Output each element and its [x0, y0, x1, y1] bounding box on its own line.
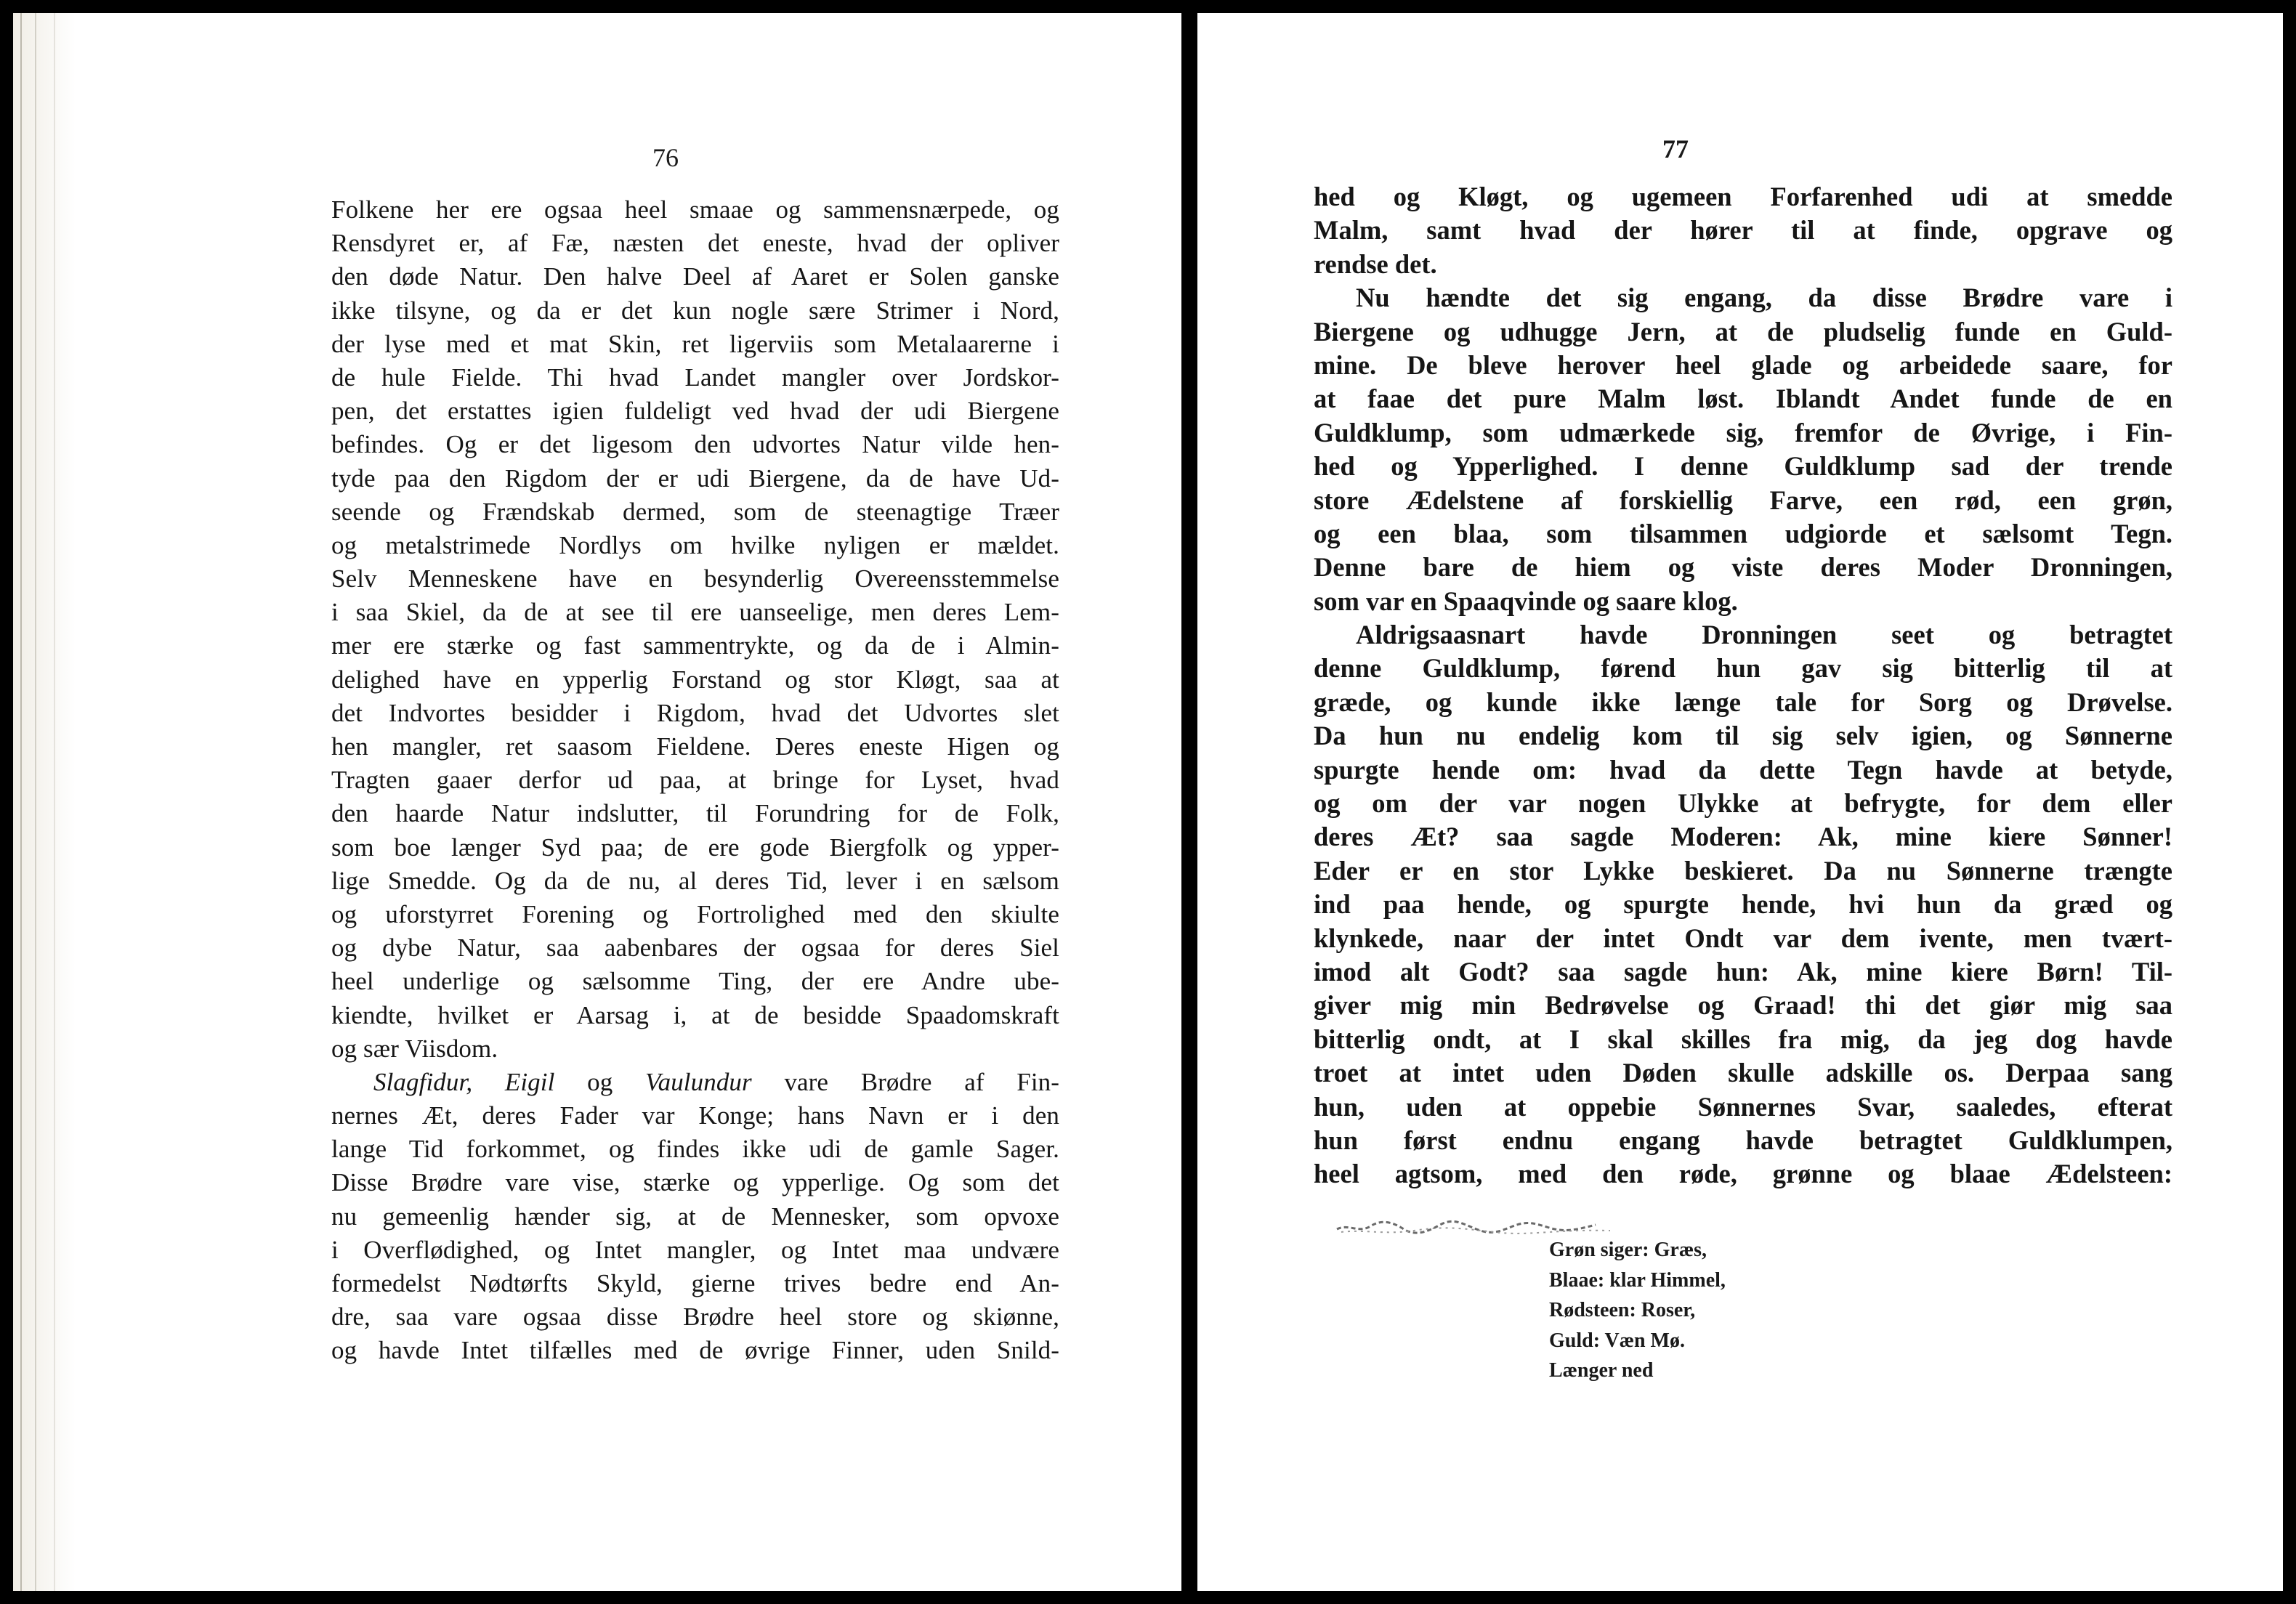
- text-line: heel underlige og sælsomme Ting, der ere Andre ube-: [331, 967, 1059, 996]
- verse-line: Rødsteen: Roser,: [1549, 1299, 1696, 1321]
- text-line: Tragten gaaer derfor ud paa, at bringe for Lyset, hvad: [331, 766, 1059, 795]
- text-line: og dybe Natur, saa aabenbares der ogsaa for deres Siel: [331, 933, 1059, 963]
- text-line: mine. De bleve herover heel glade og arbeidede saare, for: [1314, 349, 2172, 380]
- text-line: deres Æt? saa sagde Moderen: Ak, mine kiere Sønner!: [1314, 822, 2172, 852]
- text-line: det Indvortes besidder i Rigdom, hvad det Udvortes slet: [331, 698, 1059, 727]
- text-line: Malm, samt hvad der hører til at finde, opgrave og: [1314, 215, 2172, 246]
- text-line: klynkede, naar der intet Ondt var dem ivente, men tvært-: [1314, 923, 2172, 953]
- verse-line: Blaae: klar Himmel,: [1549, 1268, 1726, 1292]
- right-page-text: [1314, 180, 2172, 1191]
- paragraph: [331, 193, 1059, 1066]
- text-line: nernes Æt, deres Fader var Konge; hans Navn er i den: [331, 1101, 1059, 1130]
- page-number: 76: [652, 143, 679, 172]
- text-line: og sær Viisdom.: [331, 1034, 498, 1063]
- left-page-text: [331, 193, 1059, 1368]
- text-line: i saa Skiel, da de at see til ere uanseelige, men deres Lem-: [331, 598, 1059, 627]
- verse-line: Længer ned: [1549, 1359, 1654, 1382]
- text-line: delighed have en ypperlig Forstand og stor Kløgt, saa at: [331, 665, 1059, 694]
- text-line: og uforstyrret Forening og Fortrolighed med den skiulte: [331, 899, 1059, 928]
- text-line: og havde Intet tilfælles med de øvrige Finner, uden Snild-: [331, 1336, 1059, 1365]
- text-line: troet at intet uden Døden skulle adskille os. Derpaa sang: [1314, 1058, 2172, 1088]
- text-line: Guldklump, som udmærkede sig, fremfor de Øvrige, i Fin-: [1314, 417, 2172, 447]
- text-line: Aldrigsaasnart havde Dronningen seet og betragtet: [1356, 620, 2172, 650]
- text-line: og een blaa, som tilsammen udgiorde et sælsomt Tegn.: [1314, 518, 2172, 548]
- text-line: befindes. Og er det ligesom den udvortes Natur vilde hen-: [331, 430, 1059, 459]
- text-line: ikke tilsyne, og da er det kun nogle sære Strimer i Nord,: [331, 296, 1059, 325]
- paragraph: [1314, 618, 2172, 1191]
- name-eigil: Eigil: [504, 1067, 555, 1096]
- page-edge-line: [54, 13, 55, 1591]
- paragraph: [1314, 281, 2172, 618]
- verse-line: Guld: Væn Mø.: [1549, 1329, 1685, 1352]
- text-line: tyde paa den Rigdom der er udi Biergene, da de have Ud-: [331, 463, 1059, 493]
- paragraph: [1314, 180, 2172, 281]
- text-line: kiendte, hvilket er Aarsag i, at de besidde Spaadomskraft: [331, 1000, 1059, 1029]
- text-line: giver mig min Bedrøvelse og Graad! thi det giør mig saa: [1314, 990, 2172, 1021]
- text-line: pen, det erstattes igien fuldeligt ved hvad der udi Biergene: [331, 397, 1059, 426]
- page-edge-line: [20, 13, 22, 1591]
- text-line: at faae det pure Malm løst. Iblandt Andet funde de en: [1314, 384, 2172, 414]
- text-line: rendse det.: [1314, 248, 1437, 279]
- text-line: Denne bare de hiem og viste deres Moder Dronningen,: [1314, 552, 2172, 583]
- text-line: hen mangler, ret saasom Fieldene. Deres eneste Higen og: [331, 732, 1059, 761]
- verse: [1549, 1235, 1726, 1386]
- paragraph: [331, 1066, 1059, 1368]
- text-line: spurgte hende om: hvad da dette Tegn havde at betyde,: [1314, 754, 2172, 785]
- text-line: og om der var nogen Ulykke at befrygte, for dem eller: [1314, 788, 2172, 819]
- text-line: [331, 1066, 1059, 1099]
- text-line: hed og Kløgt, og ugemeen Forfarenhed udi at smedde: [1314, 182, 2172, 211]
- text-line: lange Tid forkommet, og findes ikke udi de gamle Sager.: [331, 1135, 1059, 1164]
- text-line: som boe længer Syd paa; de ere gode Biergfolk og ypper-: [331, 833, 1059, 862]
- text-line: ind paa hende, og spurgte hende, hvi hun da græd og: [1314, 889, 2172, 920]
- text-line: mer ere stærke og fast sammentrykte, og da de i Almin-: [331, 631, 1059, 660]
- text-line: imod alt Godt? saa sagde hun: Ak, mine kiere Børn! Til-: [1314, 956, 2172, 987]
- name-vaulundur: Vaulundur: [645, 1067, 752, 1096]
- text-line: hun, uden at oppebie Sønnernes Svar, saaledes, efterat: [1314, 1091, 2172, 1122]
- text-line: hed og Ypperlighed. I denne Guldklump sad der trende: [1314, 451, 2172, 482]
- text-line: den døde Natur. Den halve Deel af Aaret er Solen ganske: [331, 262, 1059, 291]
- text-line: Eder er en stor Lykke beskieret. Da nu Sønnerne trængte: [1314, 855, 2172, 886]
- text-line: Da hun nu endelig kom til sig selv igien, og Sønnerne: [1314, 721, 2172, 751]
- text-line: Biergene og udhugge Jern, at de pludselig funde en Guld-: [1314, 316, 2172, 347]
- text-line: denne Guldklump, førend hun gav sig bitterlig til at: [1314, 653, 2172, 684]
- page-number: 77: [1662, 134, 1689, 163]
- text-line: hun først endnu engang havde betragtet Guldklumpen,: [1314, 1125, 2172, 1155]
- text-line: Nu hændte det sig engang, da disse Brødre vare i: [1356, 283, 2172, 313]
- right-page: [1197, 13, 2283, 1591]
- text-line: den haarde Natur indslutter, til Forundring for de Folk,: [331, 799, 1059, 828]
- name-slagfidur: Slagfidur,: [373, 1067, 473, 1096]
- text-line: seende og Frændskab dermed, som de steenagtige Træer: [331, 497, 1059, 526]
- text-line: græde, og kunde ikke længe tale for Sorg og Drøvelse.: [1314, 686, 2172, 717]
- text-line: dre, saa vare ogsaa disse Brødre heel store og skiønne,: [331, 1303, 1059, 1332]
- text-line: Selv Menneskene have en besynderlig Overeensstemmelse: [331, 564, 1059, 594]
- text-line: Disse Brødre vare vise, stærke og ypperlige. Og som det: [331, 1168, 1059, 1197]
- printed-ornament-rule: [1334, 1216, 1617, 1236]
- text-line: Rensdyret er, af Fæ, næsten det eneste, hvad der opliver: [331, 229, 1059, 258]
- text-line: Folkene her ere ogsaa heel smaae og sammensnærpede, og: [331, 195, 1059, 224]
- verse-line: Grøn siger: Græs,: [1549, 1239, 1707, 1261]
- text-line: som var en Spaaqvinde og saare klog.: [1314, 586, 1738, 616]
- text-line: store Ædelstene af forskiellig Farve, een rød, een grøn,: [1314, 485, 2172, 515]
- text-line: bitterlig ondt, at I skal skilles fra mig, da jeg dog havde: [1314, 1024, 2172, 1054]
- text-line: formedelst Nødtørfts Skyld, gierne trives bedre end An-: [331, 1269, 1059, 1297]
- left-page: [13, 13, 1181, 1591]
- text-line: nu gemeenlig hænder sig, at de Mennesker, som opvoxe: [331, 1202, 1059, 1231]
- page-edge-line: [35, 13, 36, 1591]
- text-line: der lyse med et mat Skin, ret ligerviis som Metalaarerne i: [331, 329, 1059, 358]
- text-line: lige Smedde. Og da de nu, al deres Tid, lever i en sælsom: [331, 866, 1059, 895]
- text-line: de hule Fielde. Thi hvad Landet mangler over Jordskor-: [331, 362, 1059, 392]
- text-fragment: vare Brødre af Fin-: [784, 1067, 1060, 1096]
- page-stack-edge: [13, 13, 76, 1591]
- text-line: heel agtsom, med den røde, grønne og blaae Ædelsteen:: [1314, 1159, 2172, 1189]
- conjunction: og: [587, 1067, 613, 1096]
- text-line: i Overflødighed, og Intet mangler, og Intet maa undvære: [331, 1235, 1059, 1264]
- text-line: og metalstrimede Nordlys om hvilke nyligen er mældet.: [331, 530, 1059, 559]
